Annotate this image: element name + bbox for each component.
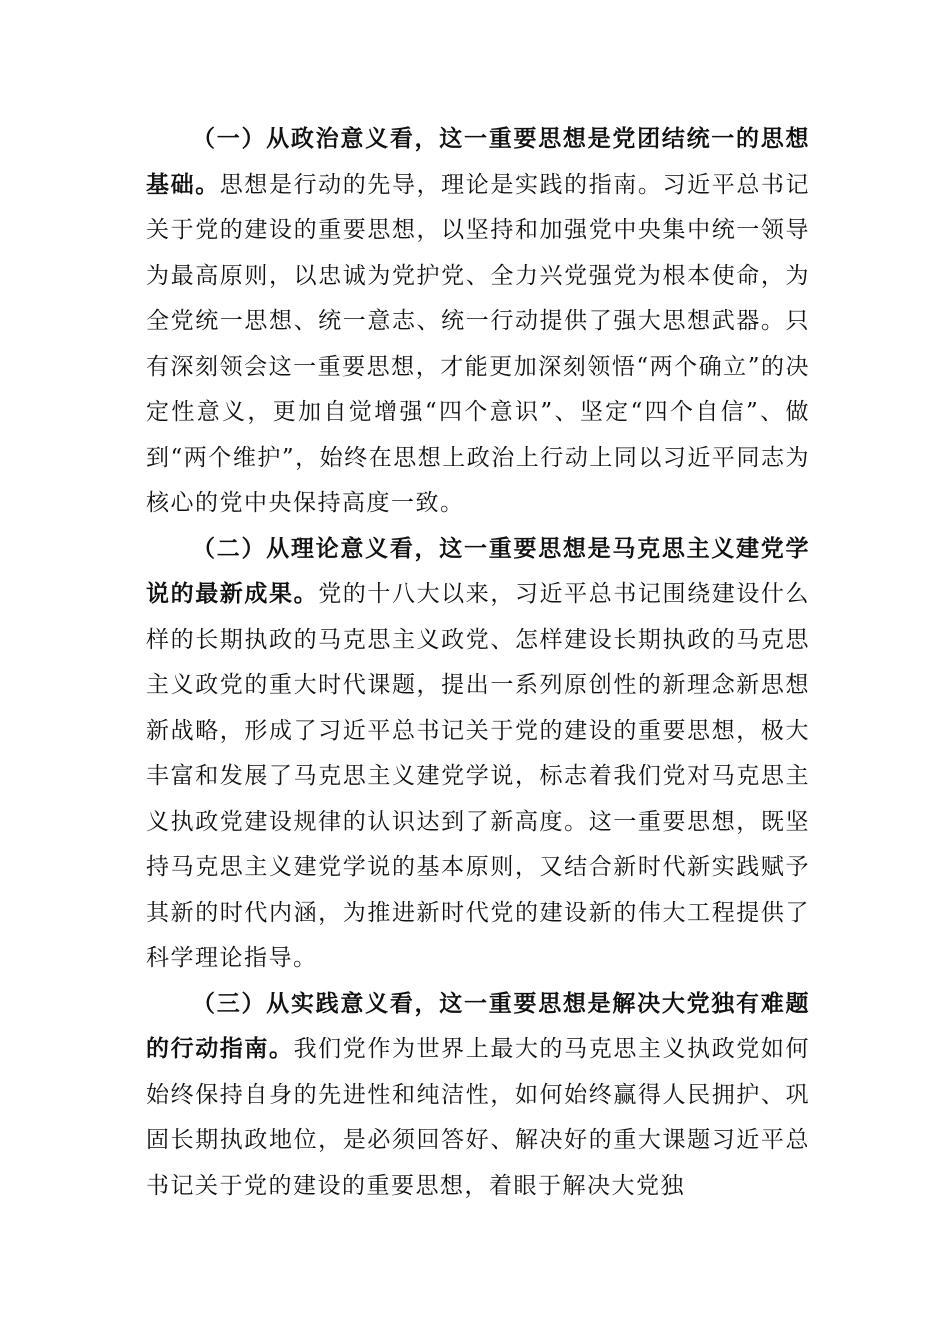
- paragraph-heading: （一）从政治意义看，这一重要思想是党团结统一的思想基础。: [146, 126, 810, 198]
- paragraph-political-significance: [146, 117, 810, 527]
- document-body: [146, 117, 810, 1209]
- paragraph-text: 党的十八大以来，习近平总书记围绕建设什么样的长期执政的马克思主义政党、怎样建设长期执政的马克思主义政党的重大时代课题，提出一系列原创性的新理念新思想新战略，形成了习近平总书记关于党的建设的重要思想，极大丰富和发展了马克思主义建党学说，标志着我们党对马克思主义执政党建设规律的认识达到了新高度。这一重要思想，既坚持马克思主义建党学说的基本原则，又结合新时代新实践赋予其新的时代内涵，为推进新时代党的建设新的伟大工程提供了科学理论指导。: [146, 581, 811, 971]
- paragraph-heading: （三）从实践意义看，这一重要思想是解决大党独有难题的行动指南。: [146, 990, 810, 1062]
- paragraph-heading: （二）从理论意义看，这一重要思想是马克思主义建党学说的最新成果。: [146, 535, 810, 607]
- paragraph-practical-significance: [146, 982, 810, 1210]
- paragraph-theoretical-significance: [146, 527, 810, 982]
- paragraph-text: 思想是行动的先导，理论是实践的指南。习近平总书记关于党的建设的重要思想，以坚持和加强党中央集中统一领导为最高原则，以忠诚为党护党、全力兴党强党为根本使命，为全党统一思想、统一意志、统一行动提供了强大思想武器。只有深刻领会这一重要思想，才能更加深刻领悟“两个确立”的决定性意义，更加自觉增强“四个意识”、坚定“四个自信”、做到“两个维护”，始终在思想上政治上行动上同以习近平同志为核心的党中央保持高度一致。: [146, 171, 811, 516]
- paragraph-text: 我们党作为世界上最大的马克思主义执政党如何始终保持自身的先进性和纯洁性，如何始终赢得人民拥护、巩固长期执政地位，是必须回答好、解决好的重大课题习近平总书记关于党的建设的重要思想，着眼于解决大党独: [146, 1036, 811, 1199]
